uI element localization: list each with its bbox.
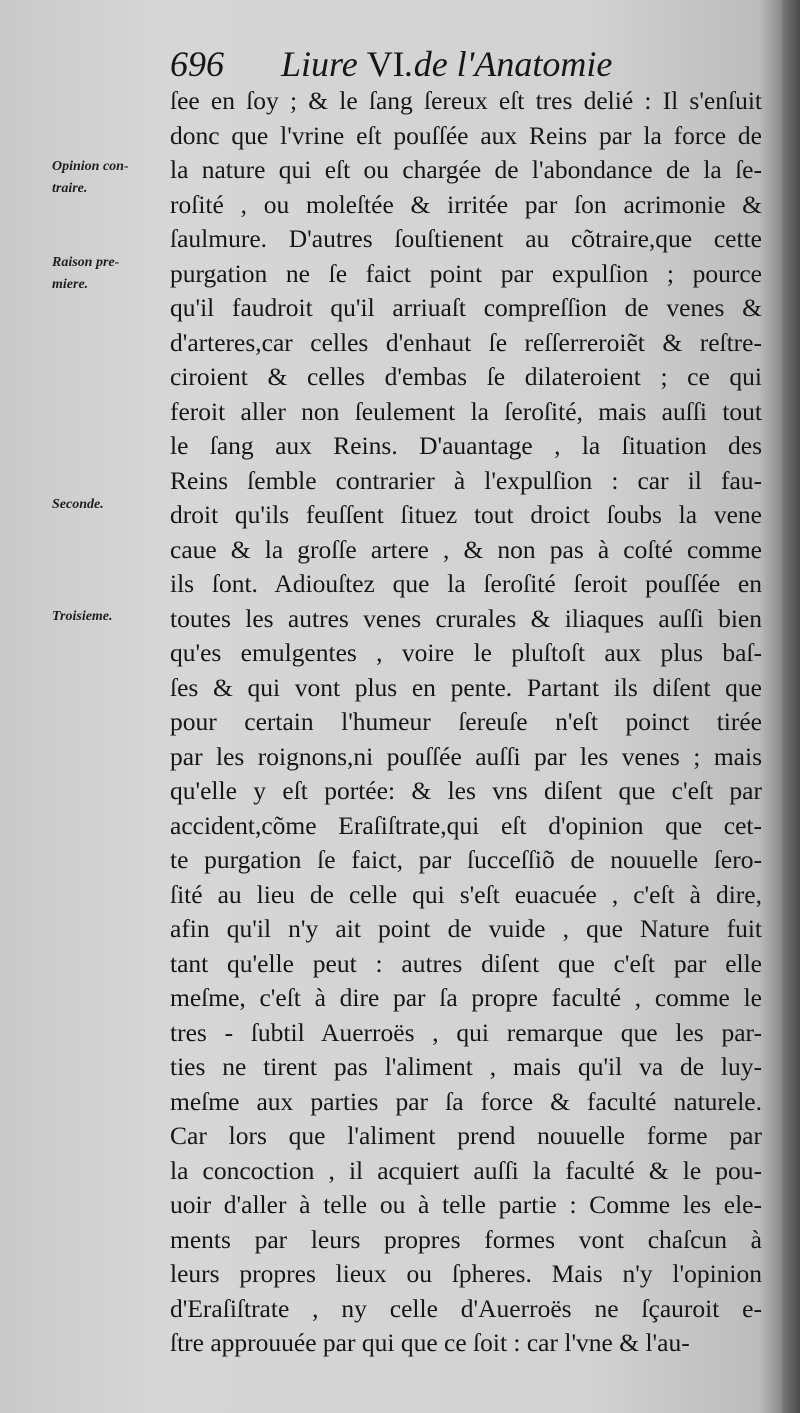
marginal-note-line: Seconde. (52, 497, 104, 512)
text-line: donc que l'vrine eſt pouſſée aux Reins par la force de (170, 120, 762, 150)
text-line: roſité , ou moleſtée & irritée par ſon acrimonie & (170, 189, 762, 219)
text-line: ſee en ſoy ; & le ſang ſereux eſt tres delié : Il s'enſuit (170, 86, 762, 115)
text-line: purgation ne ſe faict point par expulſion ; pource (170, 258, 762, 288)
marginal-note-troisieme (52, 606, 170, 628)
text-line: ſtre approuuée par qui que ce ſoit : car l'vne & l'au- (170, 1328, 690, 1357)
marginal-note-opinion-contraire (52, 156, 170, 200)
text-line: ils ſont. Adiouſtez que la ſeroſité ſeroit pouſſée en (170, 569, 762, 598)
text-line: droit qu'ils feuſſent ſituez tout droict ſoubs la vene (170, 500, 762, 529)
text-line: ſité au lieu de celle qui s'eſt euacuée , c'eſt à dire, (170, 879, 762, 909)
text-line: uoir d'aller à telle ou à telle partie : Comme les ele- (170, 1190, 762, 1219)
text-line: d'Eraſiſtrate , ny celle d'Auerroës ne ſçauroit e- (170, 1293, 762, 1323)
text-line: feroit aller non ſeulement la ſeroſité, mais auſſi tout (170, 396, 762, 426)
text-line: leurs propres lieux ou ſpheres. Mais n'y l'opinion (170, 1259, 762, 1288)
text-line: ſaulmure. D'autres ſouſtienent au cõtraire,que cette (170, 224, 762, 253)
text-line: afin qu'il n'y ait point de vuide , que Nature fuit (170, 914, 762, 943)
text-line: qu'il faudroit qu'il arriuaſt compreſſion de venes & (170, 293, 762, 322)
running-title-part-b: VI (366, 44, 405, 84)
text-line: meſme aux parties par ſa force & faculté naturele. (170, 1086, 762, 1116)
text-line: meſme, c'eſt à dire par ſa propre faculté , comme le (170, 983, 762, 1012)
running-title (281, 44, 612, 84)
text-line: toutes les autres venes crurales & iliaques auſſi bien (170, 603, 762, 633)
text-line: la nature qui eſt ou chargée de l'abondance de la ſe- (170, 155, 762, 184)
text-line: le ſang aux Reins. D'auantage , la ſituation des (170, 431, 762, 460)
running-title-part-a: Liure (281, 44, 367, 84)
marginal-note-line: Raison pre- (52, 255, 120, 270)
text-line: qu'es emulgentes , voire le pluſtoſt aux plus baſ- (170, 638, 762, 667)
text-line: Reins ſemble contrarier à l'expulſion : car il fau- (170, 465, 762, 495)
running-title-part-c: .de l'Anatomie (404, 44, 613, 84)
text-line: accident,cõme Eraſiſtrate,qui eſt d'opinion que cet- (170, 810, 762, 840)
page-edge-shadow (782, 0, 800, 1413)
marginal-note-line: Troisieme. (52, 609, 113, 624)
marginal-note-seconde (52, 494, 170, 516)
marginal-note-line: Opinion con- (52, 159, 129, 174)
text-line: caue & la groſſe artere , & non pas à coſté comme (170, 534, 762, 564)
text-line: ments par leurs propres formes vont chaſcun à (170, 1224, 762, 1254)
text-line: ſes & qui vont plus en pente. Partant ils diſent que (170, 672, 762, 702)
text-line: te purgation ſe faict, par ſucceſſiõ de nouuelle ſero- (170, 845, 762, 874)
text-line: la concoction , il acquiert auſſi la faculté & le pou- (170, 1155, 762, 1185)
text-line: ties ne tirent pas l'aliment , mais qu'il va de luy- (170, 1052, 762, 1081)
text-line: d'arteres,car celles d'enhaut ſe reſſerreroiẽt & reſtre- (170, 327, 762, 357)
marginal-note-raison-premiere (52, 252, 170, 296)
text-line: tres - ſubtil Auerroës , qui remarque que les par- (170, 1017, 762, 1047)
text-line: par les roignons,ni pouſſée auſſi par les venes ; mais (170, 741, 762, 771)
page-number: 696 (170, 44, 224, 84)
marginal-note-line: miere. (52, 277, 89, 292)
text-line: tant qu'elle peut : autres diſent que c'eſt par elle (170, 948, 762, 978)
marginal-note-line: traire. (52, 181, 88, 196)
text-line: qu'elle y eſt portée: & les vns diſent que c'eſt par (170, 776, 762, 805)
body-text (170, 84, 762, 1361)
text-line: ciroient & celles d'embas ſe dilateroient ; ce qui (170, 362, 762, 391)
text-line: Car lors que l'aliment prend nouuelle forme par (170, 1121, 762, 1150)
text-line: pour certain l'humeur ſereuſe n'eſt poinct tirée (170, 707, 762, 736)
